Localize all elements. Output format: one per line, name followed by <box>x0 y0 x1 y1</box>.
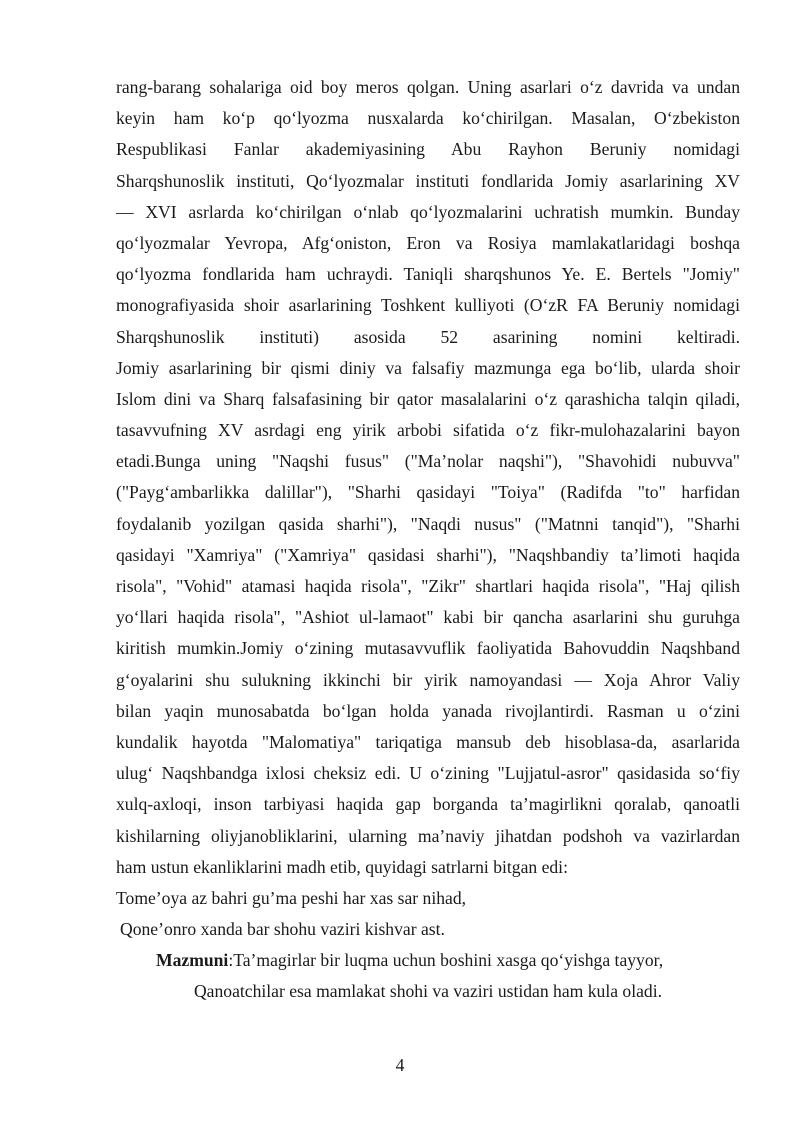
verse-line-1: Tome’oya az bahri gu’ma peshi har xas sar nihad, <box>116 887 467 908</box>
text-line: bilan yaqin munosabatda bo‘lgan holda yanada rivojlantirdi. Rasman u o‘zini <box>116 700 740 721</box>
paragraph-main <box>116 72 740 852</box>
text-line: Sharqshunoslik instituti, Qo‘lyozmalar instituti fondlarida Jomiy asarlarining XV <box>116 170 740 191</box>
text-line: kiritish mumkin.Jomiy o‘zining mutasavvuflik faoliyatida Bahovuddin Naqshband <box>116 638 740 659</box>
text-line: xulq-axloqi, inson tarbiyasi haqida gap borganda ta’magirlikni qoralab, qanoatli <box>116 794 740 815</box>
verse-line-2: Qone’onro xanda bar shohu vaziri kishvar ast. <box>120 919 445 940</box>
paragraph-closing-line: ham ustun ekanliklarini madh etib, quyidagi satrlarni bitgan edi: <box>116 856 568 877</box>
text-line: kishilarning oliyjanobliklarini, ularning ma’naviy jihatdan podshoh va vazirlardan <box>116 825 740 846</box>
meaning-title: Mazmuni <box>156 950 229 971</box>
text-line: etadi.Bunga uning "Naqshi fusus" ("Ma’nolar naqshi"), "Shavohidi nubuvva" <box>116 451 740 472</box>
meaning-line-2: Qanoatchilar esa mamlakat shohi va vaziri ustidan ham kula oladi. <box>193 981 663 1002</box>
text-line: ("Payg‘ambarlikka dalillar"), "Sharhi qasidayi "Toiya" (Radifda "to" harfidan <box>116 482 740 503</box>
text-line: kundalik hayotda "Malomatiya" tariqatiga mansub deb hisoblasa-da, asarlarida <box>116 731 740 752</box>
text-line: Sharqshunoslik instituti) asosida 52 asarining nomini keltiradi. <box>116 326 740 347</box>
text-line: qo‘lyozmalar Yevropa, Afg‘oniston, Eron va Rosiya mamlakatlaridagi boshqa <box>116 232 740 253</box>
text-line: Respublikasi Fanlar akademiyasining Abu Rayhon Beruniy nomidagi <box>116 139 740 160</box>
text-line: yo‘llari haqida risola", "Ashiot ul-lamaot" kabi bir qancha asarlarini shu guruhga <box>116 607 740 628</box>
text-line: ulug‘ Naqshbandga ixlosi cheksiz edi. U o‘zining "Lujjatul-asror" qasidasida so‘fiy <box>116 763 740 784</box>
meaning-text-1: :Ta’magirlar bir luqma uchun boshini xasga qo‘yishga tayyor, <box>228 950 664 971</box>
text-line: qo‘lyozma fondlarida ham uchraydi. Taniqli sharqshunos Ye. E. Bertels "Jomiy" <box>116 264 740 285</box>
text-line: Islom dini va Sharq falsafasining bir qator masalalarini o‘z qarashicha talqin qiladi, <box>116 388 740 409</box>
text-line: keyin ham ko‘p qo‘lyozma nusxalarda ko‘chirilgan. Masalan, O‘zbekiston <box>116 108 740 129</box>
text-line: — XVI asrlarda ko‘chirilgan o‘nlab qo‘lyozmalarini uchratish mumkin. Bunday <box>116 201 740 222</box>
text-line: risola", "Vohid" atamasi haqida risola", "Zikr" shartlari haqida risola", "Haj qilish <box>116 576 740 596</box>
text-line: g‘oyalarini shu sulukning ikkinchi bir yirik namoyandasi — Xoja Ahror Valiy <box>116 669 740 690</box>
text-line: foydalanib yozilgan qasida sharhi"), "Naqdi nusus" ("Matnni tanqid"), "Sharhi <box>116 513 740 534</box>
text-line: qasidayi "Xamriya" ("Xamriya" qasidasi sharhi"), "Naqshbandiy ta’limoti haqida <box>116 544 740 565</box>
text-line: monografiyasida shoir asarlarining Toshkent kulliyoti (O‘zR FA Beruniy nomidagi <box>116 295 740 316</box>
text-line: tasavvufning XV asrdagi eng yirik arbobi sifatida o‘z fikr-mulohazalarini bayon <box>116 420 740 441</box>
page-number: 4 <box>395 1055 405 1075</box>
meaning-line-1 <box>116 945 740 976</box>
text-line: rang-barang sohalariga oid boy meros qolgan. Uning asarlari o‘z davrida va undan <box>116 77 740 97</box>
text-line: Jomiy asarlarining bir qismi diniy va falsafiy mazmunga ega bo‘lib, ularda shoir <box>116 357 740 378</box>
document-body <box>116 72 740 1008</box>
